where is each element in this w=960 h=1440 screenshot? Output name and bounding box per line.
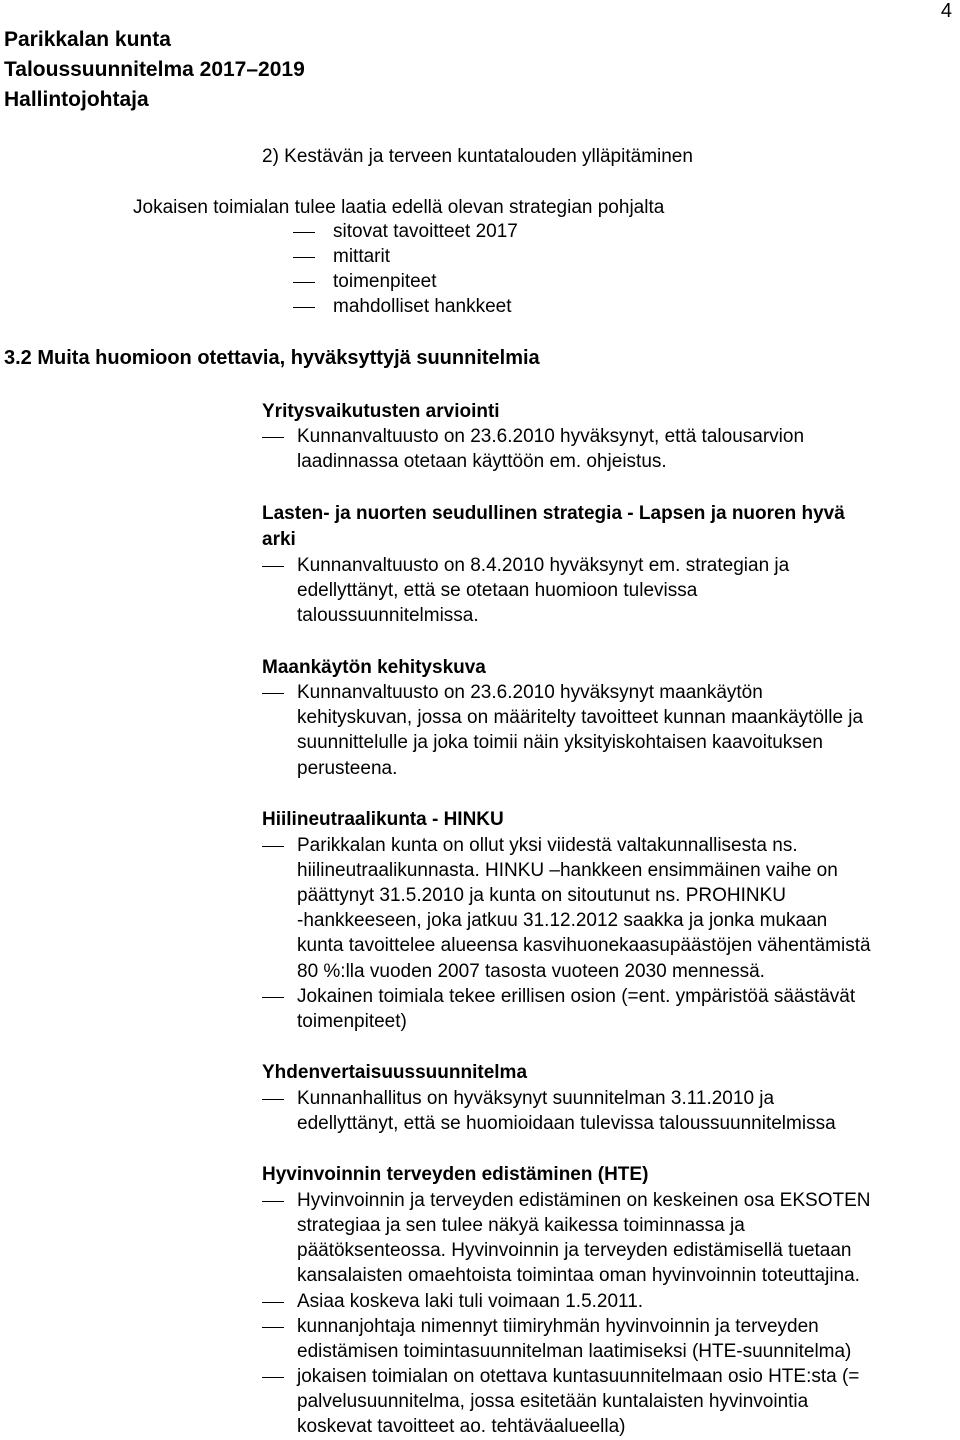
lasten-title-line1: Lasten- ja nuorten seudullinen strategia - Lapsen ja nuoren hyvä	[262, 503, 845, 524]
hinku-line: Jokainen toimiala tekee erillisen osion (=ent. ympäristöä säästävät	[297, 986, 856, 1007]
hte-line: kunnanjohtaja nimennyt tiimiryhmän hyvinvoinnin ja terveyden	[297, 1316, 819, 1337]
lasten-title-line2: arki	[262, 529, 296, 550]
dash-bullet-icon	[262, 1327, 284, 1328]
page-number: 4	[940, 0, 952, 22]
dash-bullet-icon	[262, 437, 284, 438]
maankaytto-line: suunnittelulle ja joka toimii näin yksityiskohtaisen kaavoituksen	[297, 732, 823, 753]
intro-item: mahdolliset hankkeet	[333, 296, 512, 317]
maankaytto-line: kehityskuvan, jossa on määritelty tavoitteet kunnan maankäytölle ja	[297, 707, 864, 728]
lasten-line: Kunnanvaltuusto on 8.4.2010 hyväksynyt em. strategian ja	[297, 555, 790, 576]
maankaytto-line: Kunnanvaltuusto on 23.6.2010 hyväksynyt maankäytön	[297, 682, 763, 703]
hte-line: koskevat tavoitteet ao. tehtäväalueella)	[297, 1416, 626, 1437]
hte-line: Asiaa koskeva laki tuli voimaan 1.5.2011.	[297, 1291, 644, 1312]
dash-bullet-icon	[262, 1377, 284, 1378]
header-plan-title: Taloussuunnitelma 2017–2019	[4, 58, 305, 81]
lasten-line: edellyttänyt, että se otetaan huomioon tulevissa	[297, 580, 698, 601]
section-3-2-heading: 3.2 Muita huomioon otettavia, hyväksyttyjä suunnitelmia	[4, 347, 540, 369]
dash-bullet-icon	[293, 282, 315, 283]
hinku-line: hiilineutraalikunnasta. HINKU –hankkeen ensimmäinen vaihe on	[297, 860, 838, 881]
dash-bullet-icon	[262, 1099, 284, 1100]
dash-bullet-icon	[262, 693, 284, 694]
dash-bullet-icon	[262, 1302, 284, 1303]
intro-item: sitovat tavoitteet 2017	[333, 221, 518, 242]
goal-2-text: 2) Kestävän ja terveen kuntatalouden ylläpitäminen	[262, 146, 693, 167]
hte-line: jokaisen toimialan on otettava kuntasuunnitelmaan osio HTE:sta (=	[297, 1366, 860, 1387]
dash-bullet-icon	[262, 846, 284, 847]
dash-bullet-icon	[262, 566, 284, 567]
hinku-line: kunta tavoittelee alueensa kasvihuonekaasupäästöjen vähentämistä	[297, 935, 871, 956]
hte-title: Hyvinvoinnin terveyden edistäminen (HTE)	[262, 1164, 649, 1185]
yhdenvertaisuus-line: Kunnanhallitus on hyväksynyt suunnitelman 3.11.2010 ja	[297, 1088, 775, 1109]
dash-bullet-icon	[262, 1201, 284, 1202]
hte-line: Hyvinvoinnin ja terveyden edistäminen on keskeinen osa EKSOTEN	[297, 1190, 871, 1211]
intro-item: mittarit	[333, 246, 390, 267]
dash-bullet-icon	[293, 307, 315, 308]
intro-text: Jokaisen toimialan tulee laatia edellä olevan strategian pohjalta	[133, 197, 665, 218]
yhdenvertaisuus-line: edellyttänyt, että se huomioidaan tulevissa taloussuunnitelmissa	[297, 1113, 836, 1134]
header-municipality: Parikkalan kunta	[4, 28, 171, 51]
hte-line: kansalaisten omaehtoista toimintaa oman hyvinvoinnin toteuttajina.	[297, 1265, 860, 1286]
dash-bullet-icon	[293, 257, 315, 258]
lasten-line: taloussuunnitelmissa.	[297, 605, 479, 626]
yritys-line: laadinnassa otetaan käyttöön em. ohjeistus.	[297, 451, 667, 472]
header-section: Hallintojohtaja	[4, 88, 149, 111]
hinku-title: Hiilineutraalikunta - HINKU	[262, 809, 504, 830]
maankaytto-line: perusteena.	[297, 758, 398, 779]
hte-line: palvelusuunnitelma, jossa esitetään kuntalaisten hyvinvointia	[297, 1391, 809, 1412]
dash-bullet-icon	[293, 232, 315, 233]
yritys-title: Yritysvaikutusten arviointi	[262, 401, 500, 422]
maankaytto-title: Maankäytön kehityskuva	[262, 657, 486, 678]
hinku-line: -hankkeeseen, joka jatkuu 31.12.2012 saakka ja jonka mukaan	[297, 910, 828, 931]
hinku-line: Parikkalan kunta on ollut yksi viidestä valtakunnallisesta ns.	[297, 835, 798, 856]
hinku-line: päättynyt 31.5.2010 ja kunta on sitoutunut ns. PROHINKU	[297, 885, 787, 906]
hinku-line: 80 %:lla vuoden 2007 tasosta vuoteen 2030 mennessä.	[297, 961, 765, 982]
yritys-line: Kunnanvaltuusto on 23.6.2010 hyväksynyt, että talousarvion	[297, 426, 805, 447]
hte-line: päätöksenteossa. Hyvinvoinnin ja terveyden edistämisellä tuetaan	[297, 1240, 852, 1261]
hinku-line: toimenpiteet)	[297, 1011, 407, 1032]
hte-line: strategiaa ja sen tulee näkyä kaikessa toiminnassa ja	[297, 1215, 745, 1236]
yhdenvertaisuus-title: Yhdenvertaisuussuunnitelma	[262, 1062, 528, 1083]
intro-item: toimenpiteet	[333, 271, 437, 292]
hte-line: edistämisen toimintasuunnitelman laatimiseksi (HTE-suunnitelma)	[297, 1341, 852, 1362]
dash-bullet-icon	[262, 997, 284, 998]
